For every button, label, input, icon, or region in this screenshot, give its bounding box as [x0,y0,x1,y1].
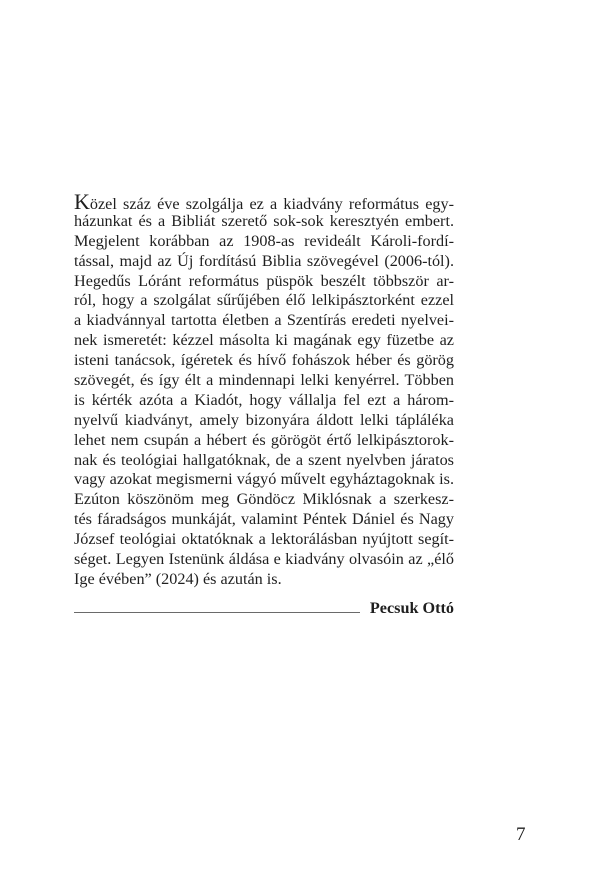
text-line: tés fáradságos munkáját, valamint Péntek Dániel és Nagy [74,510,454,529]
foreword-text [74,189,454,590]
text-line: tással, majd az Új fordítású Biblia szövegével (2006-tól). [74,251,454,270]
text-line: József teológiai oktatóknak a lektorálásban nyújtott segít- [74,530,454,549]
text-line: szövegét, és így élt a mindennapi lelki kenyérrel. Többen [74,371,454,390]
text-line: nyelvű kiadványt, amely bizonyára áldott lelki tápláléka [74,410,454,429]
text-line: Ezúton köszönöm meg Göndöcz Miklósnak a szerkesz- [74,490,454,509]
drop-cap: K [74,189,90,214]
text-line: Megjelent korábban az 1908-as revideált Károli-fordí- [74,231,454,250]
signature-rule [74,612,360,613]
text-line: nak és teológiai hallgatóknak, de a szent nyelvben járatos [74,450,454,469]
text-line: isteni tanácsok, ígéretek és hívő fohászok héber és görög [74,351,454,370]
text-line: ról, hogy a szolgálat sűrűjében élő lelkipásztorként ezzel [74,291,454,310]
author-signature: Pecsuk Ottó [369,599,454,617]
text-line: Ige évében” (2024) és azután is. [74,569,282,588]
text-line: házunkat és a Bibliát szerető sok-sok keresztyén embert. [74,211,454,230]
text-line: Hegedűs Lóránt református püspök beszélt többször ar- [74,271,454,290]
text-line: a kiadvánnyal tartotta életben a Szentírás eredeti nyelvei- [74,311,454,330]
text-line: nek ismeretét: kézzel másolta ki magának egy füzetbe az [74,331,454,350]
text-line [74,189,454,214]
text-line: lehet nem csupán a hébert és görögöt értő lelkipásztorok- [74,430,454,449]
text-line: vagy azokat megismerni vágyó művelt egyháztagoknak is. [74,470,454,489]
text-line: séget. Legyen Istenünk áldása e kiadvány olvasóin az „élő [74,550,454,569]
text-line: is kérték azóta a Kiadót, hogy vállalja fel ezt a három- [74,390,454,409]
text-line-content: özel száz éve szolgálja ez a kiadvány református egy- [89,195,454,213]
page-number: 7 [516,824,526,845]
signature-row [74,598,454,620]
